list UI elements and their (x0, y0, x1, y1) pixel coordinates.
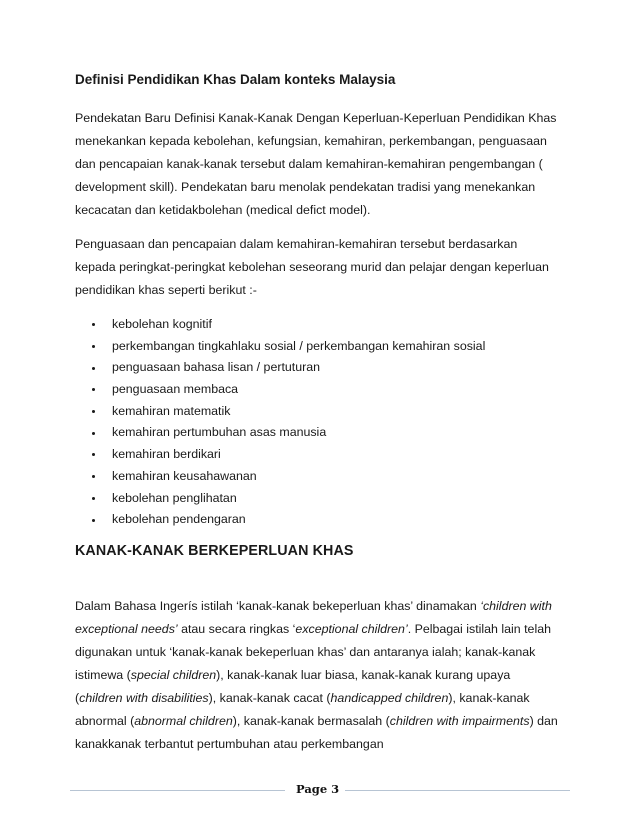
text-run: ), kanak-kanak cacat ( (208, 691, 331, 705)
text-run: Dalam Bahasa Ingerís istilah ‘kanak-kanak bekeperluan khas’ dinamakan (75, 599, 481, 613)
paragraph-line (75, 641, 575, 664)
italic-run: children with disabilities (79, 691, 209, 705)
paragraph-line (75, 710, 575, 733)
italic-run: handicapped children (330, 691, 449, 705)
paragraph-line: Penguasaan dan pencapaian dalam kemahiran-kemahiran tersebut berdasarkan (75, 237, 518, 251)
list-item-text: kemahiran pertumbuhan asas manusia (112, 425, 327, 440)
paragraph-line: pendidikan khas seperti berikut :- (75, 283, 257, 297)
text-run: ), kanak-kanak luar biasa, kanak-kanak kurang upaya (216, 668, 511, 682)
bullet-icon (92, 345, 95, 348)
paragraph-line: dan pencapaian kanak-kanak tersebut dalam kemahiran-kemahiran pengembangan ( (75, 157, 543, 171)
text-run: ( (75, 691, 80, 705)
bullet-icon (92, 323, 95, 326)
italic-run: abnormal children (134, 714, 233, 728)
skills-bullet-list (92, 314, 485, 531)
bullet-icon (92, 475, 95, 478)
text-run: ), kanak-kanak (448, 691, 530, 705)
paragraph-line: development skill). Pendekatan baru menolak pendekatan tradisi yang menekankan (75, 180, 536, 194)
paragraph-line (75, 687, 575, 710)
text-run: istimewa ( (75, 668, 131, 682)
list-item-text: kemahiran matematik (112, 403, 231, 418)
footer-rule-right (345, 790, 570, 791)
section-heading-kanak-kanak: KANAK-KANAK BERKEPERLUAN KHAS (75, 543, 354, 559)
list-item-text: perkembangan tingkahlaku sosial / perkembangan kemahiran sosial (112, 338, 486, 353)
paragraph-line (75, 733, 575, 756)
paragraph-line (75, 595, 575, 618)
list-item-text: penguasaan membaca (112, 382, 239, 397)
italic-run: exceptional children’ (295, 622, 408, 636)
paragraph-line: menekankan kepada kebolehan, kefungsian, kemahiran, perkembangan, penguasaan (75, 134, 547, 148)
bullet-icon (92, 410, 95, 413)
list-item-text: kemahiran keusahawanan (112, 468, 257, 483)
list-item-text: kebolehan pendengaran (112, 512, 246, 527)
list-item (92, 488, 485, 510)
list-item (92, 357, 485, 379)
list-item (92, 379, 485, 401)
list-item (92, 466, 485, 488)
list-item-text: penguasaan bahasa lisan / pertuturan (112, 360, 321, 375)
paragraph-istilah (75, 595, 575, 756)
list-item (92, 444, 485, 466)
bullet-icon (92, 432, 95, 435)
paragraph-definisi (75, 107, 575, 222)
paragraph-line (75, 664, 575, 687)
bullet-icon (92, 388, 95, 391)
bullet-icon (92, 367, 95, 370)
text-run: ), kanak-kanak bermasalah ( (232, 714, 390, 728)
list-item (92, 336, 485, 358)
list-item (92, 422, 485, 444)
bullet-icon (92, 519, 95, 522)
bullet-icon (92, 453, 95, 456)
text-run: atau secara ringkas ‘ (177, 622, 296, 636)
text-run: digunakan untuk ‘kanak-kanak bekeperluan khas’ dan antaranya ialah; kanak-kanak (75, 645, 536, 659)
list-item (92, 509, 485, 531)
list-item-text: kebolehan kognitif (112, 317, 212, 331)
list-item-text: kebolehan penglihatan (112, 490, 237, 505)
text-run: ) dan (529, 714, 558, 728)
text-run: . Pelbagai istilah lain telah (407, 622, 551, 636)
bullet-icon (92, 497, 95, 500)
section-heading-definisi: Definisi Pendidikan Khas Dalam konteks Malaysia (75, 72, 396, 87)
list-item (92, 314, 485, 336)
list-item (92, 401, 485, 423)
italic-run: special children (130, 668, 217, 682)
italic-run: ‘children with (480, 599, 552, 613)
paragraph-line: kecacatan dan ketidakbolehan (medical defict model). (75, 203, 371, 217)
paragraph-line (75, 618, 575, 641)
text-run: kanakkanak terbantut pertumbuhan atau perkembangan (75, 737, 384, 751)
paragraph-penguasaan (75, 233, 575, 302)
text-run: abnormal ( (75, 714, 135, 728)
italic-run: exceptional needs’ (75, 622, 178, 636)
page-number: Page 3 (296, 782, 340, 796)
footer-rule-left (70, 790, 285, 791)
paragraph-line: Pendekatan Baru Definisi Kanak-Kanak Dengan Keperluan-Keperluan Pendidikan Khas (75, 111, 557, 125)
paragraph-line: kepada peringkat-peringkat kebolehan seseorang murid dan pelajar dengan keperluan (75, 260, 549, 274)
list-item-text: kemahiran berdikari (112, 447, 221, 462)
italic-run: children with impairments (389, 714, 530, 728)
